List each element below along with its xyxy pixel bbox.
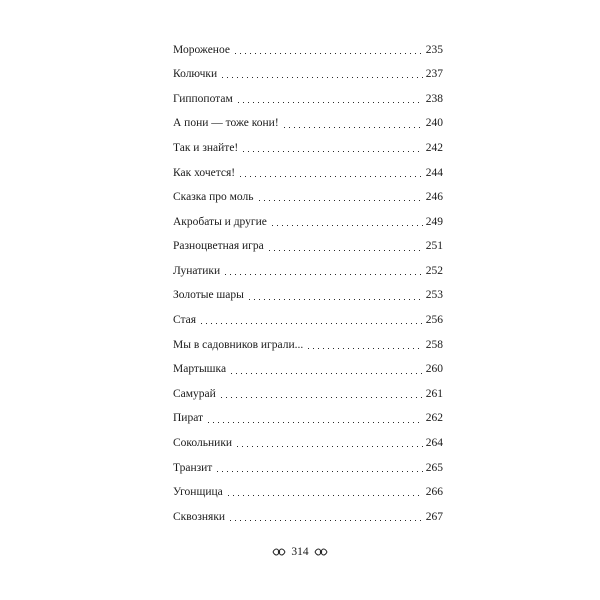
toc-dot-leader [219,397,423,398]
toc-dot-leader [206,422,423,423]
toc-entry [173,136,443,161]
table-of-contents [173,38,443,530]
toc-entry-page: 264 [425,437,443,450]
toc-entry [173,407,443,432]
toc-entry-page: 267 [425,510,443,523]
toc-entry [173,161,443,186]
toc-entry-title: Мороженое [173,43,230,56]
toc-dot-leader [238,176,423,177]
toc-entry-title: Сквозняки [173,510,226,523]
toc-entry [173,358,443,383]
toc-entry-page: 235 [425,43,443,56]
toc-entry-page: 266 [425,486,443,499]
toc-entry-title: Так и знайте! [173,141,239,154]
toc-entry-title: Самурай [173,387,216,400]
toc-dot-leader [267,250,423,251]
toc-entry-title: Транзит [173,461,213,474]
toc-entry-title: Гиппопотам [173,92,233,105]
toc-dot-leader [306,348,423,349]
toc-entry-page: 246 [425,191,443,204]
toc-dot-leader [223,274,423,275]
floral-ornament-icon [272,547,286,557]
floral-ornament-icon [314,547,328,557]
toc-dot-leader [241,151,423,152]
toc-entry-title: Золотые шары [173,289,244,302]
toc-dot-leader [236,102,423,103]
toc-entry-title: Колючки [173,68,218,81]
toc-entry-page: 237 [425,68,443,81]
toc-dot-leader [282,127,423,128]
toc-entry-title: Сказка про моль [173,191,254,204]
toc-entry [173,456,443,481]
toc-dot-leader [226,495,423,496]
toc-entry [173,284,443,309]
toc-entry-page: 240 [425,117,443,130]
toc-entry-title: Сокольники [173,437,233,450]
toc-entry-page: 261 [425,387,443,400]
toc-entry [173,432,443,457]
toc-dot-leader [228,520,423,521]
toc-entry [173,505,443,530]
toc-entry-title: Стая [173,314,197,327]
toc-entry-page: 252 [425,264,443,277]
toc-dot-leader [229,373,423,374]
toc-entry-page: 265 [425,461,443,474]
toc-entry-page: 260 [425,363,443,376]
toc-entry-title: Пират [173,412,204,425]
toc-dot-leader [199,323,423,324]
toc-entry-title: Как хочется! [173,166,236,179]
toc-entry [173,112,443,137]
toc-entry-title: Лунатики [173,264,221,277]
page-footer [0,546,600,558]
toc-dot-leader [233,53,423,54]
toc-entry-title: Разноцветная игра [173,240,264,253]
toc-entry [173,309,443,334]
toc-entry [173,259,443,284]
toc-entry-title: А пони — тоже кони! [173,117,279,130]
page-number: 314 [291,546,309,558]
toc-entry [173,87,443,112]
toc-entry-page: 253 [425,289,443,302]
toc-entry-title: Угонщица [173,486,223,499]
toc-entry-page: 262 [425,412,443,425]
toc-entry [173,38,443,63]
toc-dot-leader [220,77,423,78]
toc-entry [173,235,443,260]
toc-entry-page: 258 [425,338,443,351]
toc-entry-title: Акробаты и другие [173,215,267,228]
toc-dot-leader [247,299,423,300]
toc-entry [173,63,443,88]
toc-entry-page: 256 [425,314,443,327]
toc-entry-title: Мы в садовников играли... [173,338,304,351]
toc-entry [173,481,443,506]
toc-dot-leader [235,446,423,447]
toc-entry [173,382,443,407]
toc-dot-leader [215,471,422,472]
toc-entry-page: 244 [425,166,443,179]
toc-entry-title: Мартышка [173,363,227,376]
toc-entry [173,186,443,211]
toc-entry [173,210,443,235]
toc-dot-leader [270,225,423,226]
toc-entry-page: 251 [425,240,443,253]
toc-entry [173,333,443,358]
toc-entry-page: 238 [425,92,443,105]
toc-dot-leader [257,200,423,201]
toc-entry-page: 242 [425,141,443,154]
toc-entry-page: 249 [425,215,443,228]
